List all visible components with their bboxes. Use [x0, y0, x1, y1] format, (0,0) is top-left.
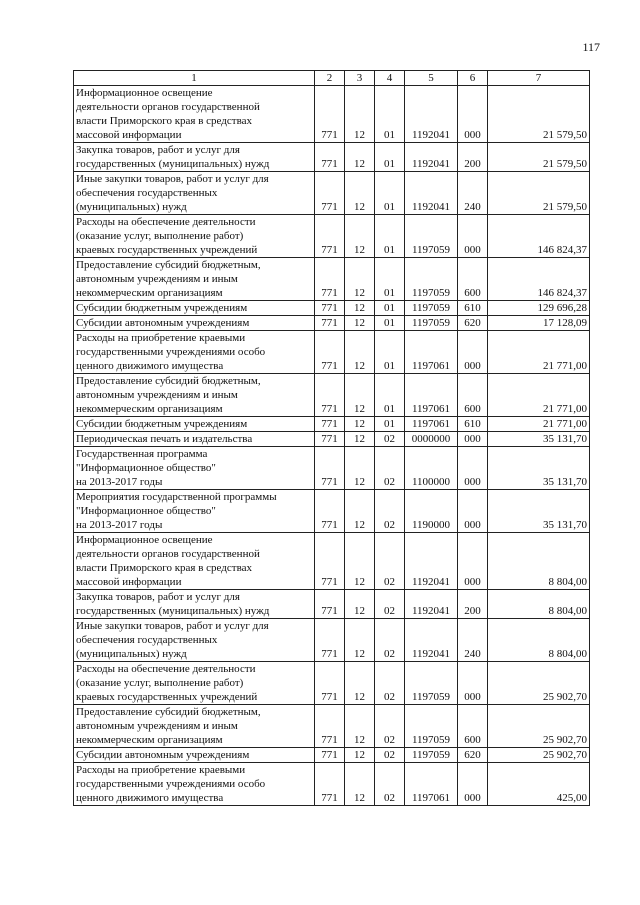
table-row: [74, 86, 590, 143]
subsection-code: 01: [375, 172, 405, 215]
amount: 21 771,00: [488, 331, 590, 374]
ministry-code: 771: [315, 143, 345, 172]
section-code: 12: [345, 331, 375, 374]
ministry-code: 771: [315, 619, 345, 662]
column-header-row: [74, 71, 590, 86]
expense-type-code: 000: [458, 86, 488, 143]
expense-type-code: 000: [458, 662, 488, 705]
amount: 21 579,50: [488, 143, 590, 172]
row-description: Иные закупки товаров, работ и услуг для обеспечения государственных (муниципальных) нужд: [74, 172, 315, 215]
section-code: 12: [345, 705, 375, 748]
target-item-code: 1197059: [405, 662, 458, 705]
section-code: 12: [345, 763, 375, 806]
amount: 35 131,70: [488, 490, 590, 533]
row-description: Предоставление субсидий бюджетным, автономным учреждениям и иным некоммерческим организациям: [74, 258, 315, 301]
row-description: Расходы на обеспечение деятельности (оказание услуг, выполнение работ) краевых государственных учреждений: [74, 215, 315, 258]
amount: 8 804,00: [488, 590, 590, 619]
subsection-code: 01: [375, 215, 405, 258]
expense-type-code: 600: [458, 374, 488, 417]
ministry-code: 771: [315, 533, 345, 590]
target-item-code: 1190000: [405, 490, 458, 533]
amount: 21 579,50: [488, 86, 590, 143]
table-row: [74, 705, 590, 748]
column-header: 7: [488, 71, 590, 86]
expense-type-code: 000: [458, 447, 488, 490]
expense-type-code: 610: [458, 417, 488, 432]
subsection-code: 02: [375, 763, 405, 806]
section-code: 12: [345, 143, 375, 172]
target-item-code: 1192041: [405, 172, 458, 215]
row-description: Информационное освещение деятельности органов государственной власти Приморского края в средствах массовой информации: [74, 86, 315, 143]
row-description: Закупка товаров, работ и услуг для государственных (муниципальных) нужд: [74, 143, 315, 172]
section-code: 12: [345, 417, 375, 432]
ministry-code: 771: [315, 316, 345, 331]
table-row: [74, 331, 590, 374]
row-description: Государственная программа "Информационное общество" на 2013-2017 годы: [74, 447, 315, 490]
target-item-code: 1197061: [405, 417, 458, 432]
amount: 25 902,70: [488, 705, 590, 748]
amount: 21 771,00: [488, 417, 590, 432]
row-description: Субсидии бюджетным учреждениям: [74, 417, 315, 432]
expense-type-code: 620: [458, 316, 488, 331]
subsection-code: 01: [375, 258, 405, 301]
ministry-code: 771: [315, 662, 345, 705]
section-code: 12: [345, 590, 375, 619]
amount: 146 824,37: [488, 258, 590, 301]
ministry-code: 771: [315, 374, 345, 417]
table-row: [74, 301, 590, 316]
amount: 25 902,70: [488, 662, 590, 705]
section-code: 12: [345, 662, 375, 705]
target-item-code: 1197059: [405, 301, 458, 316]
table-row: [74, 432, 590, 447]
target-item-code: 1100000: [405, 447, 458, 490]
expense-type-code: 000: [458, 331, 488, 374]
row-description: Субсидии бюджетным учреждениям: [74, 301, 315, 316]
ministry-code: 771: [315, 215, 345, 258]
table-row: [74, 447, 590, 490]
column-header: 4: [375, 71, 405, 86]
table-row: [74, 662, 590, 705]
expense-type-code: 600: [458, 258, 488, 301]
target-item-code: 1197061: [405, 331, 458, 374]
page-number: 117: [582, 40, 600, 54]
subsection-code: 01: [375, 331, 405, 374]
amount: 35 131,70: [488, 447, 590, 490]
column-header: 3: [345, 71, 375, 86]
ministry-code: 771: [315, 705, 345, 748]
expense-type-code: 600: [458, 705, 488, 748]
table-row: [74, 258, 590, 301]
row-description: Мероприятия государственной программы "Информационное общество" на 2013-2017 годы: [74, 490, 315, 533]
expense-type-code: 200: [458, 143, 488, 172]
amount: 8 804,00: [488, 533, 590, 590]
table-row: [74, 590, 590, 619]
amount: 425,00: [488, 763, 590, 806]
amount: 8 804,00: [488, 619, 590, 662]
row-description: Расходы на приобретение краевыми государственными учреждениями особо ценного движимого имущества: [74, 763, 315, 806]
ministry-code: 771: [315, 258, 345, 301]
expense-type-code: 000: [458, 215, 488, 258]
ministry-code: 771: [315, 748, 345, 763]
row-description: Информационное освещение деятельности органов государственной власти Приморского края в средствах массовой информации: [74, 533, 315, 590]
subsection-code: 02: [375, 490, 405, 533]
section-code: 12: [345, 447, 375, 490]
row-description: Расходы на обеспечение деятельности (оказание услуг, выполнение работ) краевых государственных учреждений: [74, 662, 315, 705]
expense-type-code: 240: [458, 172, 488, 215]
section-code: 12: [345, 748, 375, 763]
budget-table: [73, 70, 590, 806]
expense-type-code: 240: [458, 619, 488, 662]
section-code: 12: [345, 86, 375, 143]
subsection-code: 02: [375, 748, 405, 763]
table-row: [74, 374, 590, 417]
table-row: [74, 417, 590, 432]
subsection-code: 01: [375, 417, 405, 432]
subsection-code: 01: [375, 301, 405, 316]
section-code: 12: [345, 172, 375, 215]
row-description: Закупка товаров, работ и услуг для государственных (муниципальных) нужд: [74, 590, 315, 619]
table-body: [74, 86, 590, 806]
target-item-code: 1197061: [405, 763, 458, 806]
expense-type-code: 000: [458, 432, 488, 447]
target-item-code: 1197059: [405, 705, 458, 748]
subsection-code: 02: [375, 432, 405, 447]
subsection-code: 02: [375, 447, 405, 490]
subsection-code: 02: [375, 590, 405, 619]
ministry-code: 771: [315, 590, 345, 619]
expense-type-code: 000: [458, 490, 488, 533]
row-description: Расходы на приобретение краевыми государственными учреждениями особо ценного движимого имущества: [74, 331, 315, 374]
section-code: 12: [345, 619, 375, 662]
target-item-code: 1197059: [405, 215, 458, 258]
row-description: Субсидии автономным учреждениям: [74, 748, 315, 763]
amount: 21 771,00: [488, 374, 590, 417]
section-code: 12: [345, 301, 375, 316]
row-description: Субсидии автономным учреждениям: [74, 316, 315, 331]
table-row: [74, 316, 590, 331]
expense-type-code: 000: [458, 763, 488, 806]
subsection-code: 02: [375, 662, 405, 705]
table-row: [74, 215, 590, 258]
row-description: Иные закупки товаров, работ и услуг для обеспечения государственных (муниципальных) нужд: [74, 619, 315, 662]
target-item-code: 1192041: [405, 533, 458, 590]
table-row: [74, 533, 590, 590]
table-row: [74, 143, 590, 172]
section-code: 12: [345, 374, 375, 417]
section-code: 12: [345, 533, 375, 590]
target-item-code: 1192041: [405, 86, 458, 143]
amount: 129 696,28: [488, 301, 590, 316]
ministry-code: 771: [315, 763, 345, 806]
ministry-code: 771: [315, 301, 345, 316]
target-item-code: 0000000: [405, 432, 458, 447]
table-row: [74, 172, 590, 215]
ministry-code: 771: [315, 417, 345, 432]
amount: 35 131,70: [488, 432, 590, 447]
section-code: 12: [345, 490, 375, 533]
row-description: Предоставление субсидий бюджетным, автономным учреждениям и иным некоммерческим организациям: [74, 705, 315, 748]
target-item-code: 1197059: [405, 258, 458, 301]
ministry-code: 771: [315, 447, 345, 490]
column-header: 5: [405, 71, 458, 86]
amount: 17 128,09: [488, 316, 590, 331]
subsection-code: 02: [375, 705, 405, 748]
table-row: [74, 619, 590, 662]
target-item-code: 1197059: [405, 748, 458, 763]
ministry-code: 771: [315, 172, 345, 215]
ministry-code: 771: [315, 86, 345, 143]
section-code: 12: [345, 432, 375, 447]
row-description: Периодическая печать и издательства: [74, 432, 315, 447]
section-code: 12: [345, 215, 375, 258]
ministry-code: 771: [315, 432, 345, 447]
column-header: 2: [315, 71, 345, 86]
row-description: Предоставление субсидий бюджетным, автономным учреждениям и иным некоммерческим организациям: [74, 374, 315, 417]
subsection-code: 02: [375, 619, 405, 662]
subsection-code: 01: [375, 86, 405, 143]
section-code: 12: [345, 316, 375, 331]
table-row: [74, 763, 590, 806]
table-row: [74, 748, 590, 763]
amount: 146 824,37: [488, 215, 590, 258]
target-item-code: 1197059: [405, 316, 458, 331]
target-item-code: 1192041: [405, 590, 458, 619]
expense-type-code: 000: [458, 533, 488, 590]
amount: 25 902,70: [488, 748, 590, 763]
subsection-code: 01: [375, 316, 405, 331]
amount: 21 579,50: [488, 172, 590, 215]
expense-type-code: 620: [458, 748, 488, 763]
target-item-code: 1192041: [405, 619, 458, 662]
subsection-code: 01: [375, 374, 405, 417]
section-code: 12: [345, 258, 375, 301]
ministry-code: 771: [315, 331, 345, 374]
column-header: 1: [74, 71, 315, 86]
column-header: 6: [458, 71, 488, 86]
ministry-code: 771: [315, 490, 345, 533]
target-item-code: 1197061: [405, 374, 458, 417]
subsection-code: 02: [375, 533, 405, 590]
target-item-code: 1192041: [405, 143, 458, 172]
expense-type-code: 200: [458, 590, 488, 619]
expense-type-code: 610: [458, 301, 488, 316]
table-row: [74, 490, 590, 533]
subsection-code: 01: [375, 143, 405, 172]
